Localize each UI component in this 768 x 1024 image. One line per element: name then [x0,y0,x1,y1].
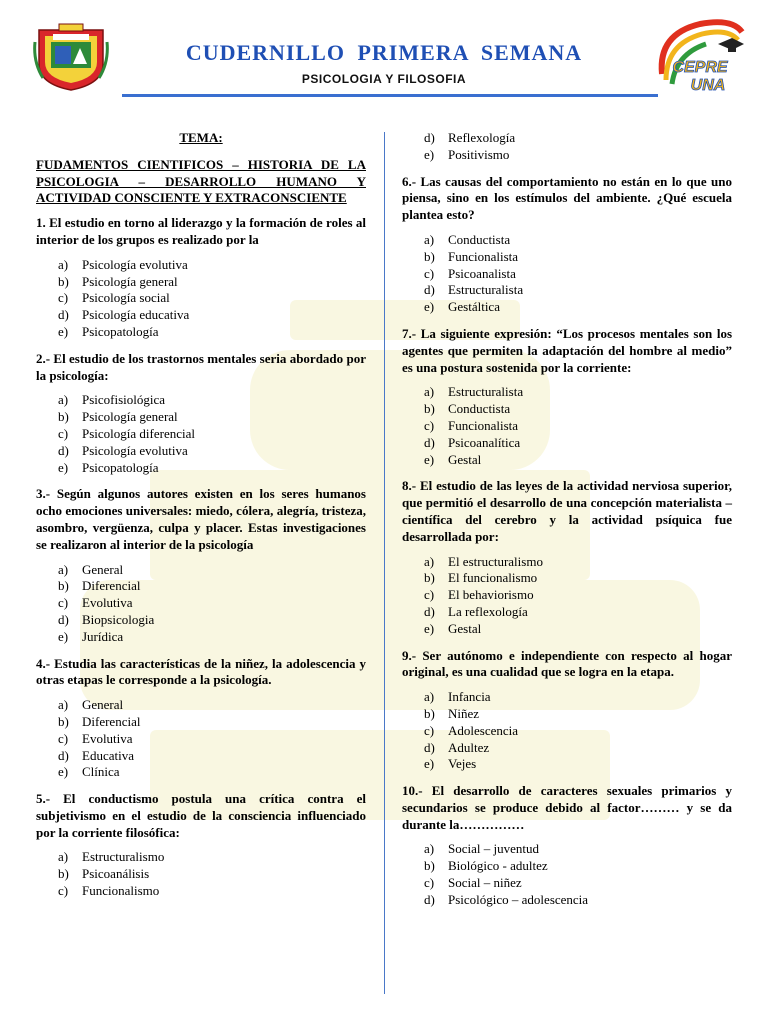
answer-option [58,562,366,579]
left-column [36,130,366,910]
option-letter: e) [424,299,435,315]
option-text: Psicología general [82,409,178,425]
right-column [402,130,732,919]
answer-option [58,612,366,629]
option-text: Psicología evolutiva [82,442,188,458]
svg-text:UNA: UNA [690,77,726,94]
option-letter: c) [424,417,435,433]
option-text: Psicoanalista [448,265,516,281]
option-text: Evolutiva [82,595,133,611]
option-letter: c) [424,265,435,281]
question-5-options-continued [402,130,732,164]
option-letter: d) [58,611,69,627]
answer-option [58,849,366,866]
answer-option [424,282,732,299]
question-5: 5.- El conductismo postula una crítica contra el subjetivismo en el estudio de la consciencia influenciado por la corriente filosófica: [36,791,366,840]
option-letter: d) [424,603,435,619]
answer-option [58,629,366,646]
answer-option [58,307,366,324]
answer-option [424,689,732,706]
option-letter: e) [424,451,435,467]
answer-option [58,764,366,781]
answer-option [58,409,366,426]
option-letter: c) [58,290,69,306]
option-text: Niñez [448,705,480,721]
answer-option [58,426,366,443]
answer-option [58,883,366,900]
option-letter: c) [58,730,69,746]
option-text: Conductista [448,231,511,247]
answer-option [58,324,366,341]
option-text: Adolescencia [448,722,519,738]
option-letter: c) [58,425,69,441]
option-letter: c) [424,722,435,738]
option-letter: b) [424,401,435,417]
option-text: Biológico - adultez [448,858,548,874]
answer-option [58,460,366,477]
option-text: Psicoanalítica [448,434,521,450]
option-letter: c) [58,883,69,899]
option-text: Reflexología [448,130,516,145]
answer-option [58,697,366,714]
question-3: 3.- Según algunos autores existen en los seres humanos ocho emociones universales: miedo, cólera, alegría, tristeza, asombro, vergüenza, culpa y placer. Estas investigaciones se realizaron al interior de la psicología [36,486,366,552]
answer-option [424,232,732,249]
option-text: Conductista [448,401,511,417]
option-text: El funcionalismo [448,570,538,586]
question-2-options [36,392,366,476]
answer-option [424,418,732,435]
answer-option [424,266,732,283]
option-letter: c) [424,875,435,891]
option-text: Estructuralista [448,384,524,400]
question-8-options [402,554,732,638]
option-letter: d) [424,891,435,907]
option-letter: e) [424,620,435,636]
option-letter: d) [58,307,69,323]
option-text: El behaviorismo [448,587,534,603]
option-letter: c) [58,595,69,611]
answer-option [58,290,366,307]
option-text: Funcionalista [448,248,519,264]
option-letter: a) [58,561,69,577]
question-2: 2.- El estudio de los trastornos mentales seria abordado por la psicología: [36,350,366,383]
cepre-una-logo [652,14,746,96]
option-text: Psicología diferencial [82,425,195,441]
option-text: Funcionalismo [82,883,160,899]
answer-option [424,435,732,452]
option-letter: d) [58,442,69,458]
page-header [0,0,768,100]
option-letter: e) [424,756,435,772]
question-6-options [402,232,732,316]
option-text: Psicológico – adolescencia [448,891,589,907]
question-6: 6.- Las causas del comportamiento no están en lo que uno piensa, sino en los estímulos del ambiente. ¿Qué escuela plantea esto? [402,173,732,223]
option-text: Social – juventud [448,841,539,857]
option-text: Estructuralismo [82,849,165,865]
option-letter: e) [58,628,69,644]
question-5-options [36,849,366,899]
tema-heading: TEMA: [179,130,223,145]
option-text: Diferencial [82,578,141,594]
answer-option [424,621,732,638]
option-letter: e) [58,323,69,339]
column-divider [384,132,385,994]
answer-option [58,866,366,883]
answer-option [58,578,366,595]
option-letter: b) [58,273,69,289]
answer-option [424,570,732,587]
answer-option [424,858,732,875]
question-7-options [402,384,732,468]
answer-option [424,723,732,740]
answer-option [424,841,732,858]
question-3-options [36,562,366,646]
option-letter: d) [58,747,69,763]
option-text: Psicopatología [82,323,159,339]
answer-option [424,384,732,401]
option-letter: a) [424,841,435,857]
question-10: 10.- El desarrollo de caracteres sexuales primarios y secundarios se produce debido al factor……… y se da durante la…………… [402,783,732,832]
option-letter: a) [58,697,69,713]
option-letter: d) [424,434,435,450]
option-letter: a) [424,384,435,400]
question-9-options [402,689,732,773]
option-letter: a) [58,256,69,272]
option-text: Gestal [448,451,482,467]
option-letter: a) [424,689,435,705]
answer-option [424,892,732,909]
option-text: General [82,561,124,577]
option-text: Adultez [448,739,490,755]
option-text: Psicoanálisis [82,866,150,882]
answer-option [424,130,732,147]
option-text: Educativa [82,747,134,763]
option-text: Social – niñez [448,875,522,891]
answer-option [424,706,732,723]
svg-text:CEPRE: CEPRE [672,59,728,76]
question-8: 8.- El estudio de las leyes de la actividad nerviosa superior, que permitió el desarrollo de una concepción materialista – científica del cerebro y la actividad psíquica fue desarrollada por: [402,478,732,544]
answer-option [424,875,732,892]
answer-option [424,604,732,621]
answer-option [58,274,366,291]
option-letter: d) [424,739,435,755]
answer-option [58,443,366,460]
option-letter: b) [424,248,435,264]
answer-option [424,147,732,164]
answer-option [424,740,732,757]
question-7: 7.- La siguiente expresión: “Los procesos mentales son los agentes que permiten la adaptación del hombre al medio” es una postura sostenida por la corriente: [402,325,732,375]
answer-option [58,714,366,731]
answer-option [58,257,366,274]
option-letter: b) [424,705,435,721]
option-letter: e) [58,459,69,475]
option-letter: b) [58,866,69,882]
option-text: Clínica [82,764,120,780]
option-letter: b) [424,858,435,874]
option-text: Biopsicologia [82,611,155,627]
answer-option [424,452,732,469]
answer-option [58,392,366,409]
option-letter: b) [58,578,69,594]
option-text: Evolutiva [82,730,133,746]
option-text: Gestal [448,620,482,636]
option-text: Positivismo [448,146,510,162]
option-letter: a) [424,553,435,569]
answer-option [424,299,732,316]
question-10-options [402,841,732,908]
answer-option [424,401,732,418]
option-text: Psicopatología [82,459,159,475]
option-text: Psicofisiológica [82,392,166,408]
option-letter: b) [424,570,435,586]
option-text: Psicología general [82,273,178,289]
option-text: General [82,697,124,713]
option-text: La reflexología [448,603,528,619]
option-text: Psicología educativa [82,307,190,323]
option-text: Diferencial [82,713,141,729]
page-subtitle: PSICOLOGIA Y FILOSOFIA [301,72,467,86]
option-letter: c) [424,587,435,603]
option-text: Vejes [448,756,477,772]
answer-option [424,756,732,773]
topic-heading: FUDAMENTOS CIENTIFICOS – HISTORIA DE LA PSICOLOGIA – DESARROLLO HUMANO Y ACTIVIDAD CONSCIENTE Y EXTRACONSCIENTE [36,156,366,206]
option-text: El estructuralismo [448,553,543,569]
question-1: 1. El estudio en torno al liderazgo y la formación de roles al interior de los grupos es realizado por la [36,215,366,247]
option-letter: e) [424,146,435,162]
answer-option [58,748,366,765]
option-text: Infancia [448,689,491,705]
option-text: Gestáltica [448,299,500,315]
option-letter: d) [424,130,435,145]
answer-option [424,554,732,571]
answer-option [58,595,366,612]
question-1-options [36,257,366,341]
question-4-options [36,697,366,781]
header-rule [122,94,658,97]
option-letter: b) [58,409,69,425]
answer-option [424,249,732,266]
option-text: Estructuralista [448,282,524,298]
option-letter: a) [424,231,435,247]
option-letter: e) [58,764,69,780]
answer-option [58,731,366,748]
option-letter: d) [424,282,435,298]
question-9: 9.- Ser autónomo e independiente con respecto al hogar original, es una cualidad que se logra en la etapa. [402,647,732,680]
option-text: Psicología social [82,290,170,306]
option-letter: a) [58,392,69,408]
option-text: Jurídica [82,628,124,644]
option-text: Funcionalista [448,417,519,433]
option-text: Psicología evolutiva [82,256,188,272]
question-4: 4.- Estudia las características de la niñez, la adolescencia y otras etapas le corresponde a la psicología. [36,655,366,688]
answer-option [424,587,732,604]
option-letter: a) [58,849,69,865]
page-title: CUDERNILLO PRIMERA SEMANA [185,40,583,65]
option-letter: b) [58,713,69,729]
